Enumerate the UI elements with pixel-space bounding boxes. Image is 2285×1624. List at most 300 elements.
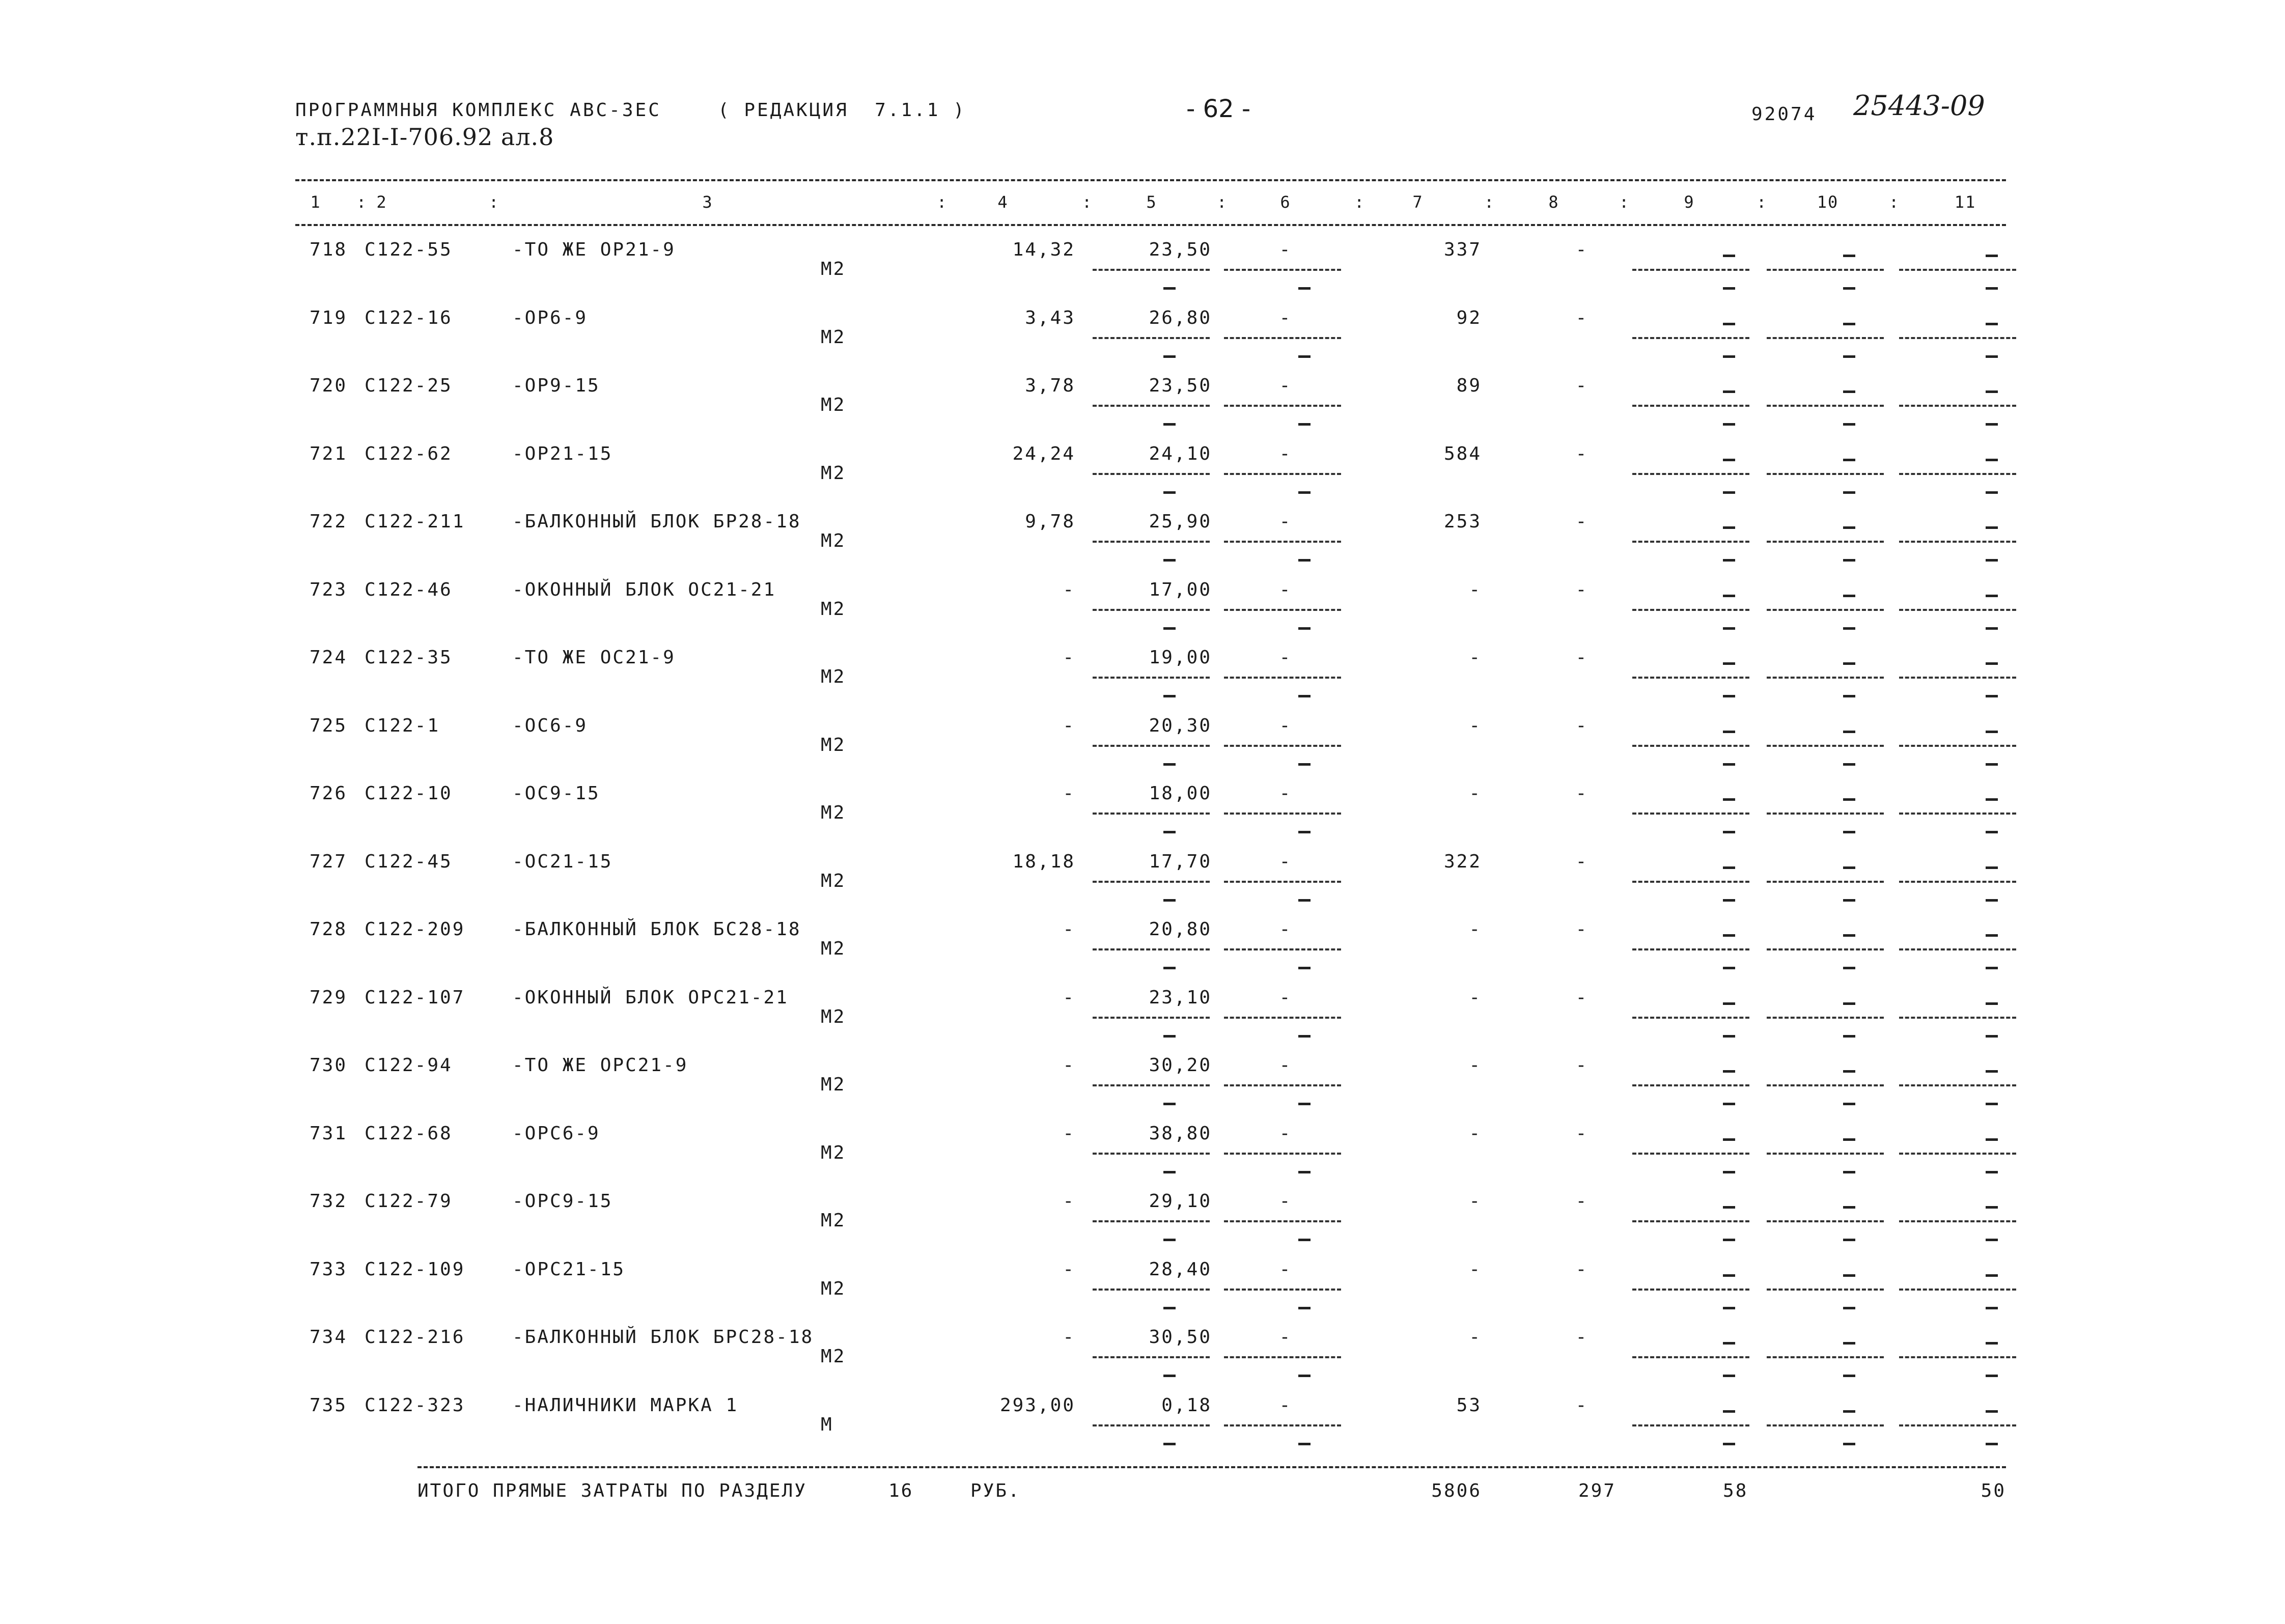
col10-empty-mark (1843, 1070, 1855, 1073)
col10-empty-mark (1843, 255, 1855, 257)
row-col4: 3,78 (1025, 375, 1075, 396)
row-col4: - (1063, 1123, 1075, 1144)
col9-empty-mark (1723, 934, 1735, 937)
row-number: 722 (310, 511, 348, 532)
carry-mark (1843, 1443, 1855, 1445)
col9-empty-mark (1723, 323, 1735, 325)
row-number: 720 (310, 375, 348, 396)
row-col8: - (1575, 851, 1589, 872)
column-separator: : (1619, 192, 1629, 212)
row-number: 726 (310, 783, 348, 804)
row-col4: - (1063, 1327, 1075, 1348)
col10-subrule (1767, 1424, 1884, 1426)
row-col7: 92 (1456, 307, 1482, 328)
row-col6: - (1279, 1123, 1292, 1144)
col10-empty-mark (1843, 1206, 1855, 1209)
row-code: С122-109 (365, 1259, 465, 1280)
col11-empty-mark (1986, 934, 1998, 937)
row-col5: 30,50 (1149, 1327, 1212, 1348)
carry-mark (1298, 1035, 1311, 1038)
row-col5: 38,80 (1149, 1123, 1212, 1144)
row-name: -ОРС21-15 (512, 1259, 626, 1280)
carry-mark (1298, 1239, 1311, 1241)
col11-subrule (1899, 1424, 2016, 1426)
col5-subrule (1093, 881, 1210, 883)
row-col8: - (1575, 579, 1589, 600)
row-unit: М2 (821, 1006, 846, 1027)
col10-empty-mark (1843, 1002, 1855, 1005)
row-name: -ТО ЖЕ ОР21-9 (512, 239, 676, 260)
col5-subrule (1093, 677, 1210, 679)
carry-mark (1723, 1307, 1735, 1309)
col10-subrule (1767, 948, 1884, 950)
carry-mark (1163, 1103, 1176, 1105)
carry-mark (1986, 1307, 1998, 1309)
col11-empty-mark (1986, 1206, 1998, 1209)
carry-mark (1298, 1375, 1311, 1377)
row-col5: 20,30 (1149, 715, 1212, 736)
row-code: С122-209 (365, 919, 465, 940)
row-name: -БАЛКОННЫЙ БЛОК БРС28-18 (512, 1327, 814, 1348)
col10-empty-mark (1843, 866, 1855, 869)
column-number-10: 10 (1817, 192, 1839, 212)
col6-subrule (1224, 1220, 1341, 1222)
row-col6: - (1279, 783, 1292, 804)
row-name: -БАЛКОННЫЙ БЛОК БР28-18 (512, 511, 801, 532)
row-col6: - (1279, 647, 1292, 668)
row-name: -ОС9-15 (512, 783, 600, 804)
row-col7: 322 (1443, 851, 1482, 872)
row-col8: - (1575, 919, 1589, 940)
row-number: 724 (310, 647, 348, 668)
row-col7: - (1469, 1191, 1482, 1212)
col10-subrule (1767, 269, 1884, 271)
row-col4: - (1063, 919, 1075, 940)
col11-subrule (1899, 1289, 2016, 1291)
col5-subrule (1093, 1289, 1210, 1291)
row-col7: 584 (1443, 443, 1482, 464)
carry-mark (1298, 559, 1311, 562)
col6-subrule (1224, 405, 1341, 407)
row-col7: - (1469, 919, 1482, 940)
handwritten-number: 25443-09 (1853, 90, 1985, 122)
carry-mark (1986, 899, 1998, 902)
row-col5: 17,00 (1149, 579, 1212, 600)
col11-subrule (1899, 1084, 2016, 1086)
col10-subrule (1767, 609, 1884, 611)
row-number: 731 (310, 1123, 348, 1144)
row-unit: М2 (821, 802, 846, 823)
row-col6: - (1279, 511, 1292, 532)
table-top-rule (295, 179, 2006, 181)
carry-mark (1723, 763, 1735, 766)
row-col8: - (1575, 307, 1589, 328)
row-col6: - (1279, 307, 1292, 328)
carry-mark (1163, 1239, 1176, 1241)
row-col5: 30,20 (1149, 1055, 1212, 1076)
row-code: С122-35 (365, 647, 453, 668)
row-col8: - (1575, 1191, 1589, 1212)
col10-empty-mark (1843, 459, 1855, 461)
row-name: -ОР6-9 (512, 307, 588, 328)
col6-subrule (1224, 881, 1341, 883)
column-separator: : (1484, 192, 1494, 212)
row-col4: 3,43 (1025, 307, 1075, 328)
col5-subrule (1093, 745, 1210, 747)
column-separator: : (1082, 192, 1092, 212)
col9-subrule (1632, 541, 1749, 543)
row-col6: - (1279, 239, 1292, 260)
row-name: -ОР21-15 (512, 443, 613, 464)
carry-mark (1723, 831, 1735, 833)
row-unit: М2 (821, 1142, 846, 1163)
row-number: 718 (310, 239, 348, 260)
carry-mark (1843, 831, 1855, 833)
col10-empty-mark (1843, 662, 1855, 665)
row-col7: - (1469, 647, 1482, 668)
row-col5: 18,00 (1149, 783, 1212, 804)
row-number: 727 (310, 851, 348, 872)
carry-mark (1163, 1375, 1176, 1377)
col9-subrule (1632, 1424, 1749, 1426)
row-col8: - (1575, 1055, 1589, 1076)
col9-empty-mark (1723, 1206, 1735, 1209)
carry-mark (1723, 559, 1735, 562)
column-separator: : (1757, 192, 1767, 212)
carry-mark (1298, 491, 1311, 494)
row-col8: - (1575, 1327, 1589, 1348)
row-code: С122-1 (365, 715, 440, 736)
row-name: -ОР9-15 (512, 375, 600, 396)
carry-mark (1723, 423, 1735, 426)
col9-empty-mark (1723, 390, 1735, 393)
col9-subrule (1632, 1084, 1749, 1086)
col11-subrule (1899, 813, 2016, 815)
col11-subrule (1899, 609, 2016, 611)
row-code: С122-211 (365, 511, 465, 532)
column-number-1: 1 (310, 192, 321, 212)
page-number: - 62 - (1186, 95, 1251, 123)
carry-mark (1298, 627, 1311, 630)
row-col5: 20,80 (1149, 919, 1212, 940)
carry-mark (1843, 559, 1855, 562)
col11-subrule (1899, 541, 2016, 543)
col11-empty-mark (1986, 1274, 1998, 1277)
carry-mark (1986, 491, 1998, 494)
row-col7: - (1469, 1055, 1482, 1076)
col6-subrule (1224, 1356, 1341, 1358)
row-col7: - (1469, 1259, 1482, 1280)
carry-mark (1723, 967, 1735, 969)
row-col5: 25,90 (1149, 511, 1212, 532)
carry-mark (1163, 355, 1176, 358)
col11-subrule (1899, 745, 2016, 747)
carry-mark (1163, 695, 1176, 697)
col11-empty-mark (1986, 866, 1998, 869)
row-code: С122-62 (365, 443, 453, 464)
col10-subrule (1767, 1220, 1884, 1222)
carry-mark (1723, 1239, 1735, 1241)
col5-subrule (1093, 473, 1210, 475)
carry-mark (1843, 355, 1855, 358)
col9-empty-mark (1723, 595, 1735, 597)
total-col7: 5806 (1431, 1480, 1482, 1501)
col10-empty-mark (1843, 731, 1855, 733)
row-code: С122-94 (365, 1055, 453, 1076)
total-col11: 50 (1981, 1480, 2006, 1501)
col9-subrule (1632, 948, 1749, 950)
column-number-7: 7 (1412, 192, 1424, 212)
col6-subrule (1224, 1289, 1341, 1291)
col10-subrule (1767, 1356, 1884, 1358)
row-col7: 337 (1443, 239, 1482, 260)
footer-rule (417, 1466, 2006, 1468)
col10-subrule (1767, 1289, 1884, 1291)
total-label: ИТОГО ПРЯМЫЕ ЗАТРАТЫ ПО РАЗДЕЛУ (417, 1480, 807, 1501)
carry-mark (1298, 1103, 1311, 1105)
row-col5: 19,00 (1149, 647, 1212, 668)
row-col8: - (1575, 1395, 1589, 1416)
col9-subrule (1632, 1017, 1749, 1019)
col10-subrule (1767, 1153, 1884, 1155)
carry-mark (1843, 287, 1855, 290)
col6-subrule (1224, 948, 1341, 950)
column-separator: : (489, 192, 499, 212)
col11-subrule (1899, 1017, 2016, 1019)
column-number-2: 2 (376, 192, 387, 212)
col5-subrule (1093, 948, 1210, 950)
row-unit: М2 (821, 1210, 846, 1231)
row-col5: 0,18 (1161, 1395, 1212, 1416)
row-unit: М2 (821, 599, 846, 620)
col10-subrule (1767, 1084, 1884, 1086)
row-name: -ОРС9-15 (512, 1191, 613, 1212)
row-number: 735 (310, 1395, 348, 1416)
col9-empty-mark (1723, 1070, 1735, 1073)
row-unit: М2 (821, 1346, 846, 1367)
col10-empty-mark (1843, 526, 1855, 529)
row-col7: - (1469, 1327, 1482, 1348)
col9-subrule (1632, 405, 1749, 407)
col10-subrule (1767, 1017, 1884, 1019)
col11-empty-mark (1986, 255, 1998, 257)
row-col8: - (1575, 239, 1589, 260)
row-unit: М (821, 1414, 833, 1435)
carry-mark (1163, 1307, 1176, 1309)
carry-mark (1723, 1035, 1735, 1038)
col9-empty-mark (1723, 662, 1735, 665)
row-number: 723 (310, 579, 348, 600)
row-number: 719 (310, 307, 348, 328)
row-unit: М2 (821, 327, 846, 348)
col5-subrule (1093, 337, 1210, 339)
carry-mark (1986, 1239, 1998, 1241)
row-number: 730 (310, 1055, 348, 1076)
carry-mark (1986, 423, 1998, 426)
row-number: 721 (310, 443, 348, 464)
col9-subrule (1632, 609, 1749, 611)
carry-mark (1163, 1171, 1176, 1173)
carry-mark (1163, 287, 1176, 290)
row-code: С122-55 (365, 239, 453, 260)
total-col8: 297 (1578, 1480, 1617, 1501)
row-col6: - (1279, 715, 1292, 736)
row-unit: М2 (821, 463, 846, 484)
row-col6: - (1279, 1055, 1292, 1076)
col10-empty-mark (1843, 595, 1855, 597)
carry-mark (1723, 1103, 1735, 1105)
row-code: С122-16 (365, 307, 453, 328)
col11-subrule (1899, 473, 2016, 475)
row-code: С122-68 (365, 1123, 453, 1144)
col10-empty-mark (1843, 1274, 1855, 1277)
col9-subrule (1632, 813, 1749, 815)
col6-subrule (1224, 1017, 1341, 1019)
document-number: 92074 (1751, 104, 1817, 125)
row-code: С122-216 (365, 1327, 465, 1348)
carry-mark (1986, 287, 1998, 290)
row-col8: - (1575, 443, 1589, 464)
carry-mark (1843, 423, 1855, 426)
carry-mark (1986, 627, 1998, 630)
column-number-3: 3 (702, 192, 713, 212)
carry-mark (1986, 763, 1998, 766)
col10-subrule (1767, 677, 1884, 679)
row-number: 729 (310, 987, 348, 1008)
carry-mark (1723, 287, 1735, 290)
carry-mark (1843, 627, 1855, 630)
row-code: С122-45 (365, 851, 453, 872)
carry-mark (1298, 423, 1311, 426)
row-name: -ТО ЖЕ ОС21-9 (512, 647, 676, 668)
carry-mark (1298, 763, 1311, 766)
row-number: 734 (310, 1327, 348, 1348)
carry-mark (1843, 899, 1855, 902)
row-col7: - (1469, 579, 1482, 600)
carry-mark (1723, 695, 1735, 697)
carry-mark (1843, 1307, 1855, 1309)
row-col4: 18,18 (1012, 851, 1075, 872)
carry-mark (1298, 287, 1311, 290)
row-unit: М2 (821, 871, 846, 891)
col9-subrule (1632, 1220, 1749, 1222)
row-col8: - (1575, 1259, 1589, 1280)
col10-empty-mark (1843, 1138, 1855, 1141)
column-separator: : (1217, 192, 1227, 212)
row-col8: - (1575, 1123, 1589, 1144)
carry-mark (1163, 627, 1176, 630)
carry-mark (1298, 899, 1311, 902)
carry-mark (1163, 1035, 1176, 1038)
carry-mark (1298, 1171, 1311, 1173)
col9-empty-mark (1723, 459, 1735, 461)
carry-mark (1986, 1375, 1998, 1377)
col6-subrule (1224, 745, 1341, 747)
col10-empty-mark (1843, 1410, 1855, 1413)
row-col8: - (1575, 375, 1589, 396)
carry-mark (1986, 1103, 1998, 1105)
edition-label: ( РЕДАКЦИЯ 7.1.1 ) (718, 100, 966, 121)
row-col4: - (1063, 715, 1075, 736)
row-unit: М2 (821, 1278, 846, 1299)
row-col7: - (1469, 783, 1482, 804)
carry-mark (1298, 1307, 1311, 1309)
col10-empty-mark (1843, 1342, 1855, 1345)
col6-subrule (1224, 813, 1341, 815)
row-col4: 293,00 (999, 1395, 1075, 1416)
row-col6: - (1279, 375, 1292, 396)
row-col7: 89 (1456, 375, 1482, 396)
col9-empty-mark (1723, 526, 1735, 529)
row-col7: - (1469, 987, 1482, 1008)
column-number-4: 4 (997, 192, 1009, 212)
total-col9: 58 (1723, 1480, 1748, 1501)
row-col6: - (1279, 443, 1292, 464)
col6-subrule (1224, 609, 1341, 611)
document-code: т.п.22I-I-706.92 ал.8 (295, 123, 554, 151)
row-col7: 253 (1443, 511, 1482, 532)
row-col5: 28,40 (1149, 1259, 1212, 1280)
col9-subrule (1632, 881, 1749, 883)
carry-mark (1723, 355, 1735, 358)
row-col5: 26,80 (1149, 307, 1212, 328)
col5-subrule (1093, 1153, 1210, 1155)
carry-mark (1298, 831, 1311, 833)
col6-subrule (1224, 473, 1341, 475)
row-col4: 9,78 (1025, 511, 1075, 532)
carry-mark (1298, 1443, 1311, 1445)
row-col8: - (1575, 783, 1589, 804)
carry-mark (1723, 491, 1735, 494)
row-unit: М2 (821, 1074, 846, 1095)
row-col6: - (1279, 1191, 1292, 1212)
row-col5: 17,70 (1149, 851, 1212, 872)
col11-subrule (1899, 1356, 2016, 1358)
carry-mark (1163, 899, 1176, 902)
row-code: С122-323 (365, 1395, 465, 1416)
row-number: 732 (310, 1191, 348, 1212)
carry-mark (1163, 491, 1176, 494)
row-number: 728 (310, 919, 348, 940)
carry-mark (1723, 1171, 1735, 1173)
row-unit: М2 (821, 938, 846, 959)
row-code: С122-25 (365, 375, 453, 396)
row-unit: М2 (821, 259, 846, 279)
col9-subrule (1632, 1356, 1749, 1358)
carry-mark (1843, 1103, 1855, 1105)
col9-subrule (1632, 337, 1749, 339)
carry-mark (1723, 899, 1735, 902)
row-col5: 29,10 (1149, 1191, 1212, 1212)
carry-mark (1843, 695, 1855, 697)
col11-subrule (1899, 1153, 2016, 1155)
carry-mark (1163, 763, 1176, 766)
column-separator: : (1889, 192, 1899, 212)
col9-empty-mark (1723, 1342, 1735, 1345)
col11-empty-mark (1986, 1410, 1998, 1413)
row-col8: - (1575, 987, 1589, 1008)
col5-subrule (1093, 1424, 1210, 1426)
col6-subrule (1224, 1424, 1341, 1426)
row-col6: - (1279, 987, 1292, 1008)
col5-subrule (1093, 1084, 1210, 1086)
col5-subrule (1093, 1017, 1210, 1019)
row-col8: - (1575, 511, 1589, 532)
carry-mark (1163, 1443, 1176, 1445)
row-unit: М2 (821, 530, 846, 551)
carry-mark (1986, 1171, 1998, 1173)
col10-subrule (1767, 541, 1884, 543)
